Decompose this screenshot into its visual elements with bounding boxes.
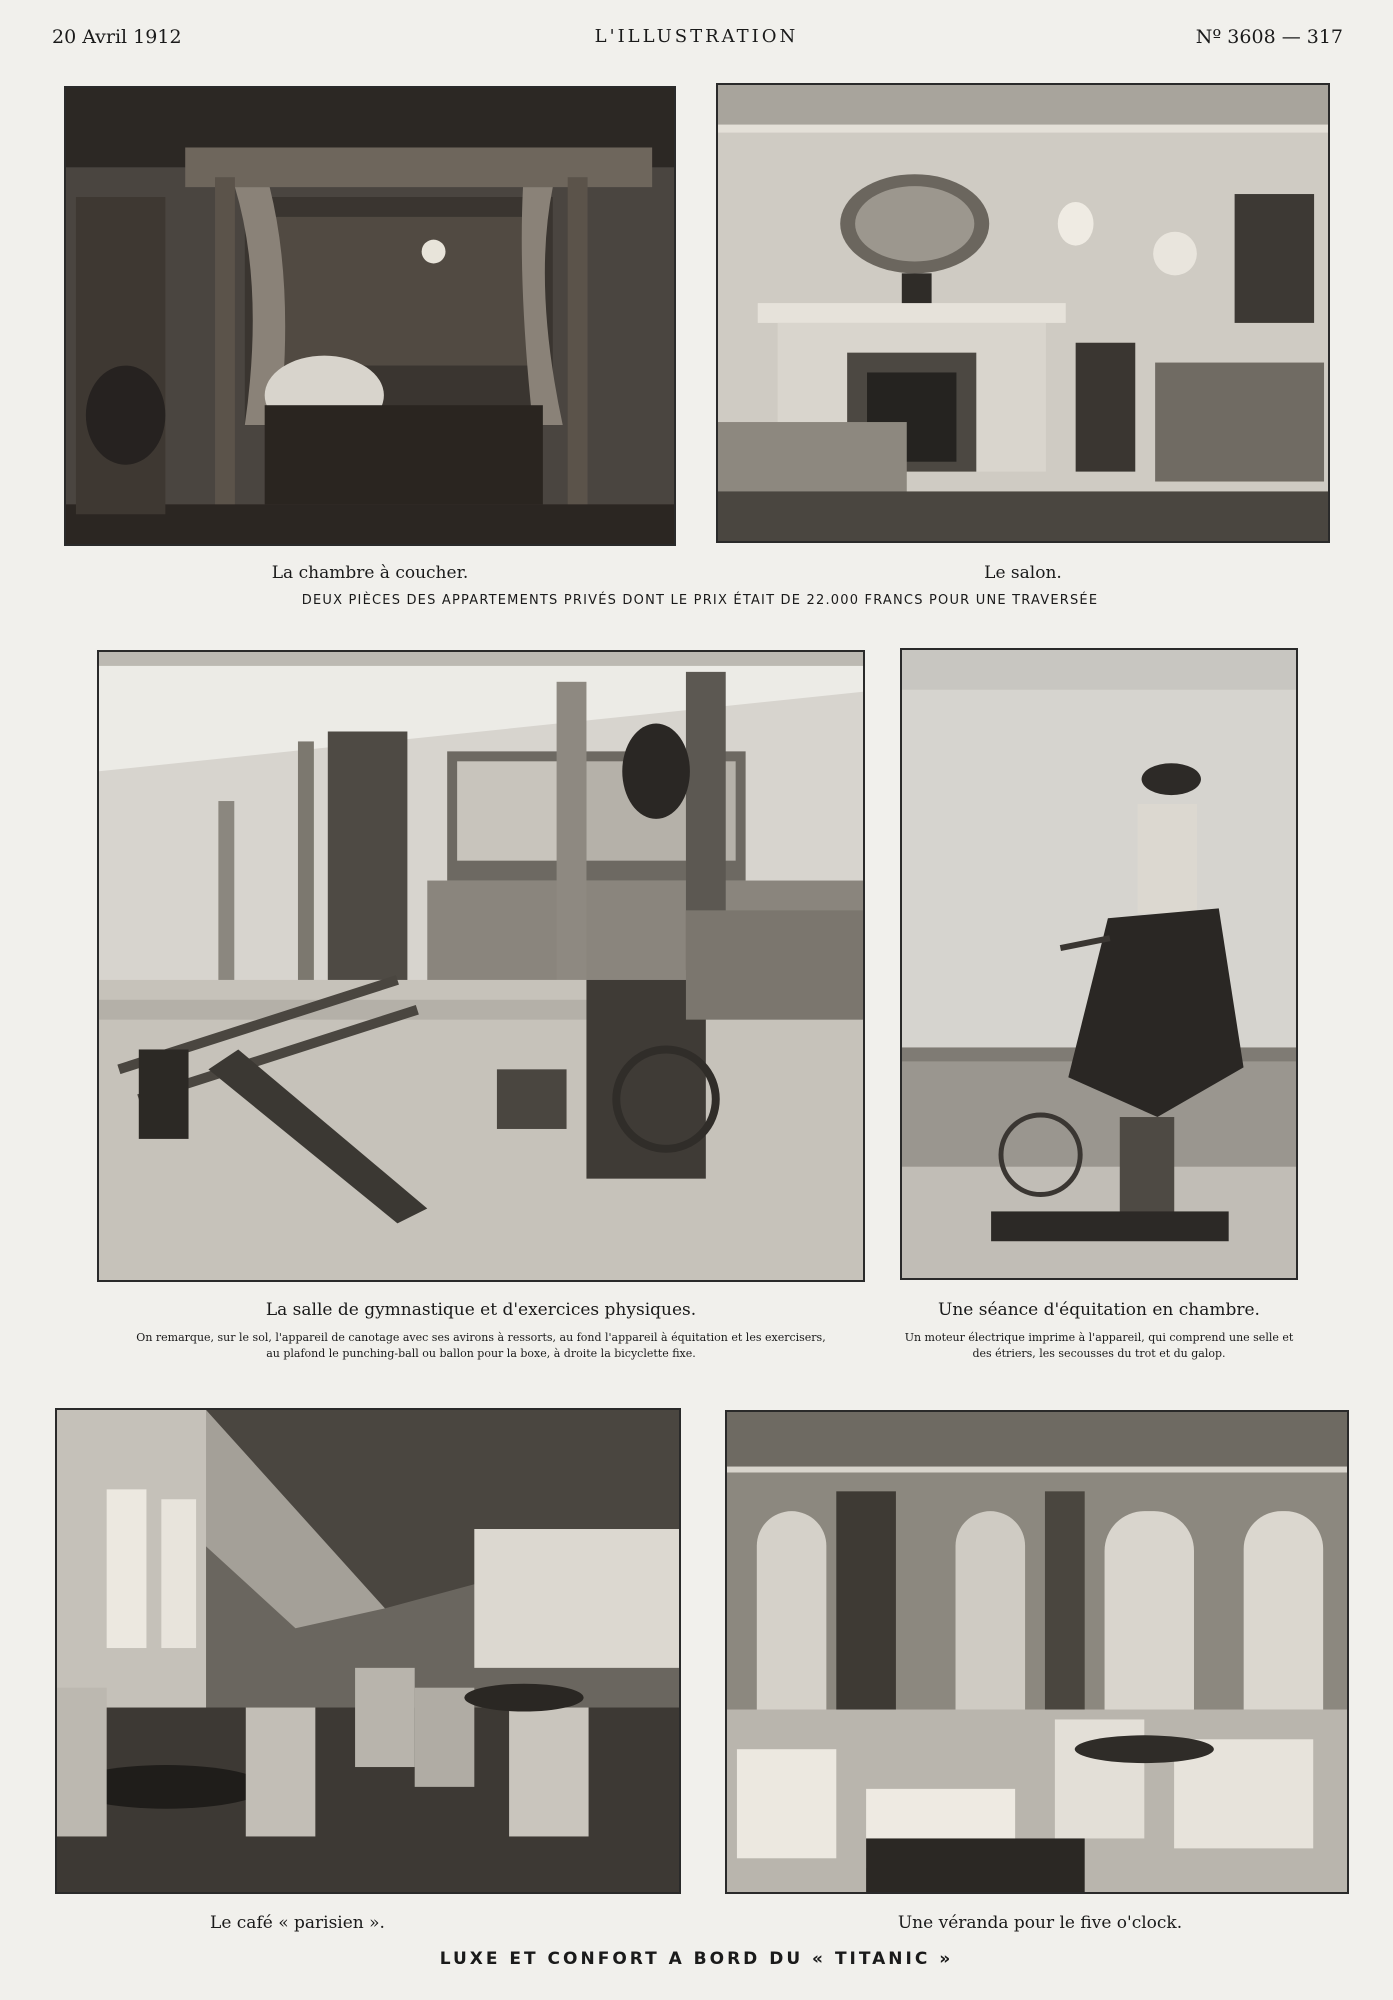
- cafe-photo: [55, 1408, 681, 1894]
- riding-note-line-2: des étriers, les secousses du trot et du galop.: [972, 1347, 1226, 1360]
- riding-machine-photo: [900, 648, 1298, 1280]
- salon-caption: Le salon.: [984, 563, 1062, 583]
- page-title: LUXE ET CONFORT A BORD DU « TITANIC »: [439, 1949, 954, 1969]
- gymnasium-caption: La salle de gymnastique et d'exercices physiques.: [265, 1300, 697, 1320]
- apartments-legend: DEUX PIÈCES DES APPARTEMENTS PRIVÉS DONT LE PRIX ÉTAIT DE 22.000 FRANCS POUR UNE TRAVERSÉE: [301, 593, 1099, 608]
- riding-note-line-1: Un moteur électrique imprime à l'appareil, qui comprend une selle et: [904, 1331, 1294, 1344]
- gymnasium-photo: [97, 650, 865, 1282]
- bedroom-photo: [64, 86, 676, 546]
- riding-caption: Une séance d'équitation en chambre.: [938, 1300, 1260, 1320]
- issue-date: 20 Avril 1912: [52, 26, 182, 48]
- veranda-photo: [725, 1410, 1349, 1894]
- cafe-caption: Le café « parisien ».: [210, 1913, 385, 1933]
- veranda-caption: Une véranda pour le five o'clock.: [897, 1913, 1183, 1933]
- gymnasium-note-line-1: On remarque, sur le sol, l'appareil de canotage avec ses avirons à ressorts, au fond l'appareil à équitation et les exercisers,: [136, 1331, 826, 1344]
- bedroom-caption: La chambre à coucher.: [271, 563, 469, 583]
- salon-photo: [716, 83, 1330, 543]
- journal-title: L'ILLUSTRATION: [594, 26, 799, 47]
- gymnasium-note-line-2: au plafond le punching-ball ou ballon pour la boxe, à droite la bicyclette fixe.: [266, 1347, 696, 1360]
- issue-page-number: Nº 3608 — 317: [1195, 26, 1343, 48]
